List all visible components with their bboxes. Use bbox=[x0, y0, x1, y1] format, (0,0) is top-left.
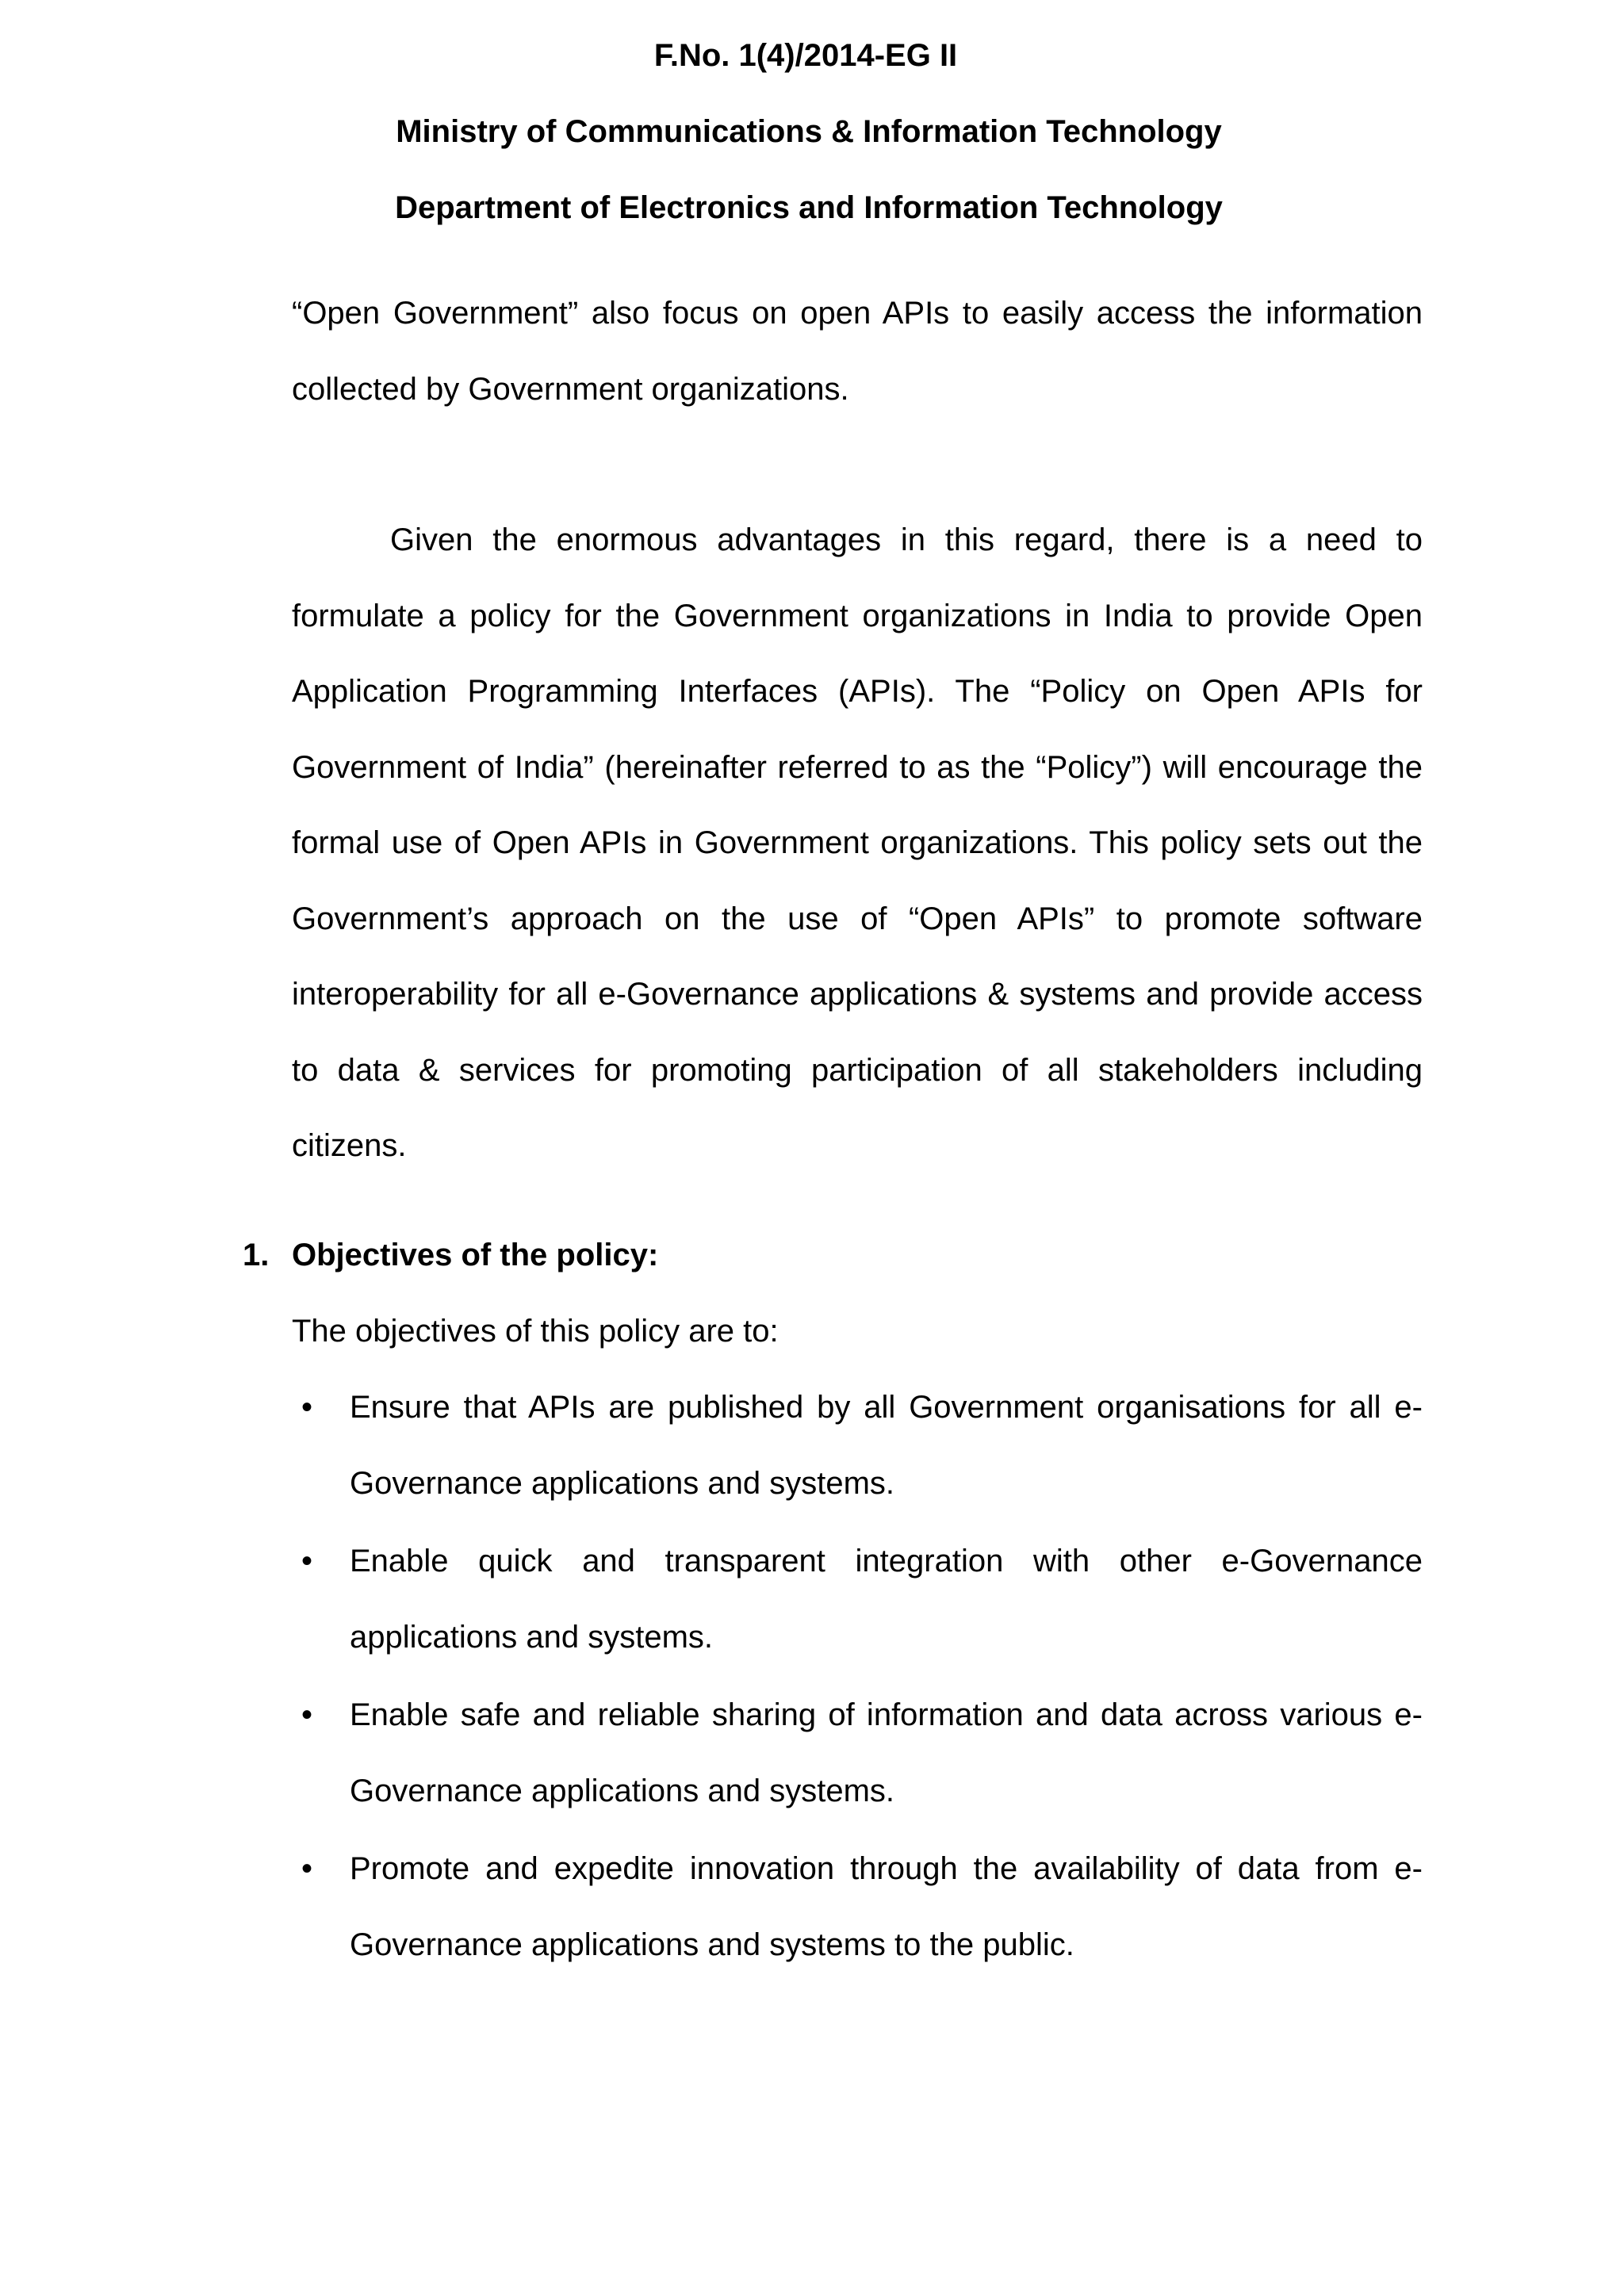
section-1-heading bbox=[243, 1218, 1432, 1293]
file-number-heading: F.No. 1(4)/2014-EG II bbox=[653, 38, 958, 73]
ministry-heading: Ministry of Communications & Information Technology bbox=[396, 114, 1222, 149]
list-item bbox=[292, 1370, 1423, 1521]
list-item bbox=[292, 1678, 1423, 1829]
open-government-paragraph: “Open Government” also focus on open APIs to easily access the information collected by Government organizations. bbox=[292, 296, 1423, 407]
department-heading: Department of Electronics and Information Technology bbox=[395, 190, 1223, 225]
objective-text: Promote and expedite innovation through the availability of data from e-Governance applications and systems to the public. bbox=[350, 1851, 1423, 1962]
bullet-icon: • bbox=[301, 1697, 313, 1732]
list-item bbox=[292, 1524, 1423, 1675]
list-item bbox=[292, 1831, 1423, 1983]
policy-rationale-paragraph: Given the enormous advantages in this regard, there is a need to formulate a policy for the Government organizations in India to provide Open Application Programming Interfaces (APIs). The “Policy on Open APIs for Government of India” (hereinafter referred to as the “Policy”) will encourage the formal use of Open APIs in Government organizations. This policy sets out the Government’s approach on the use of “Open APIs” to promote software interoperability for all e-Governance applications & systems and provide access to data & services for promoting participation of all stakeholders including citizens. bbox=[292, 522, 1423, 1163]
objective-text: Enable safe and reliable sharing of information and data across various e-Governance applications and systems. bbox=[350, 1697, 1423, 1808]
bullet-icon: • bbox=[301, 1390, 313, 1425]
objectives-list bbox=[292, 1370, 1423, 1985]
section-1-title: Objectives of the policy: bbox=[292, 1238, 659, 1272]
objective-text: Ensure that APIs are published by all Government organisations for all e-Governance applications and systems. bbox=[350, 1390, 1423, 1501]
objectives-intro: The objectives of this policy are to: bbox=[292, 1314, 779, 1349]
bullet-icon: • bbox=[301, 1851, 313, 1886]
objective-text: Enable quick and transparent integration with other e-Governance applications and systems. bbox=[350, 1544, 1423, 1655]
bullet-icon: • bbox=[301, 1544, 313, 1578]
section-1-number: 1. bbox=[243, 1238, 270, 1272]
